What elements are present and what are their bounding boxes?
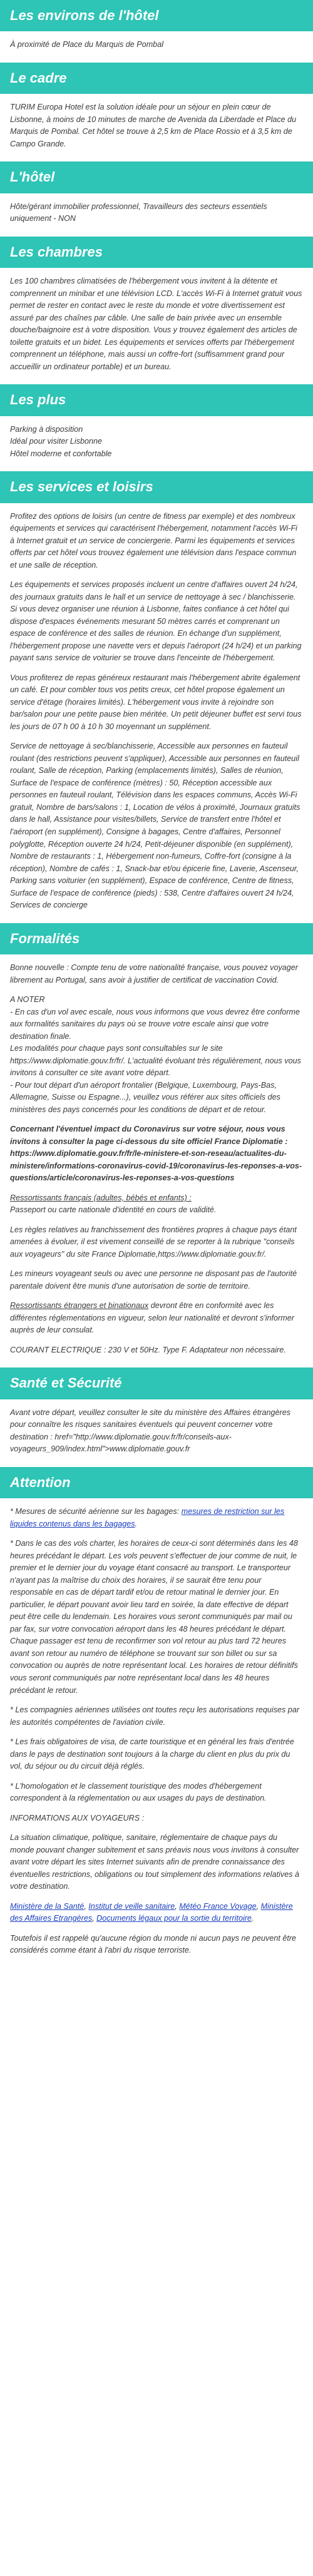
liquides-restriction-link[interactable]: mesures de restriction sur les liquides contenus dans les bagages — [10, 1507, 285, 1528]
section-services — [0, 503, 313, 923]
plus-item: Idéal pour visiter Lisbonne — [10, 437, 103, 446]
aeroport-frontalier-text: - Pour tout départ d'un aéroport frontalier (Belgique, Luxembourg, Pays-Bas, Allemagne, Suisse ou Espagne...), veuillez vous référer aux sites officiels des ministères des pays concernés pour les conditions de départ et de retour. — [10, 1080, 280, 1114]
ressortissants-francais — [10, 1192, 303, 1217]
section-title-environs: Les environs de l'hôtel — [0, 0, 313, 31]
courant-electrique: COURANT ELECTRIQUE : 230 V et 50Hz. Type F. Adaptateur non nécessaire. — [10, 1345, 286, 1354]
section-plus — [0, 416, 313, 472]
chambres-text: Les 100 chambres climatisées de l'hébergement vous invitent à la détente et comprennent un minibar et une télévision LCD. L'accès Wi-Fi à Internet gratuit vous permet de rester en contact avec le reste du monde et votre divertissement est assuré par des chaînes par câble. Une salle de bain privée avec un ensemble douche/baignoire est à votre disposition. Vous y trouvez également des articles de toilette gratuits et un bidet. Les équipements et services offerts par l'hébergement comprennent un téléphone, mais aussi un coffre-fort (suffisamment grand pour accueillir un ordinateur portable) et un bureau. — [10, 277, 302, 371]
services-paragraph: Les équipements et services proposés incluent un centre d'affaires ouvert 24 h/24, des journaux gratuits dans le hall et un service de nettoyage à sec / blanchisserie. Si vous devez organiser une réunion à Lisbonne, faites confiance à cet hôtel qui dispose d'espaces événements mesurant 50 mètres carrés et comprenant un espace de conférence et des salles de réunion. En échange d'un supplément, l'hébergement propose une navette vers et depuis l'aéroport (24 h/24) et un parking payant sans service de voiturier se trouve dans l'enceinte de l'hébergement. — [10, 580, 302, 663]
section-title-services: Les services et loisirs — [0, 471, 313, 503]
services-paragraph: Profitez des options de loisirs (un centre de fitness par exemple) et des nombreux équipements et services qui caractérisent l'hébergement, notamment l'accès Wi-Fi à Internet gratuit et un service de conciergerie. Parmi les équipements et services offerts par cet hôtel vous trouvez également une télévision dans l'espace commun et une salle de réception. — [10, 511, 297, 570]
formalites-intro: Bonne nouvelle : Compte tenu de votre nationalité française, vous pouvez voyager librement au Portugal, sans avoir à justifier de certificat de vaccination Covid. — [10, 963, 298, 984]
covid-notice: Concernant l'éventuel impact du Coronavirus sur votre séjour, nous vous invitons à consulter la page ci-dessous du site officiel France Diplomatie : https://www.diplomatie.gouv.fr/fr/le-ministere-et-son-reseau/actualites-du-ministere/informations-coronavirus-covid-19/coronavirus-les-reponses-a-vos-questions/article/coronavirus-les-reponses-a-vos-questions — [10, 1125, 302, 1183]
section-formalites — [0, 954, 313, 1367]
ressortissants-etrangers — [10, 1300, 303, 1337]
attention-liquides-prefix: * Mesures de sécurité aérienne sur les bagages: — [10, 1507, 182, 1516]
plus-list — [10, 424, 303, 461]
a-noter-text: - En cas d'un vol avec escale, nous vous informons que vous devrez être conforme aux formalités sanitaires du pays où se trouve votre escale ainsi que votre destination finale. — [10, 1007, 300, 1041]
formalites-note — [10, 994, 303, 1116]
attention-liquides — [10, 1506, 303, 1530]
section-title-attention: Attention — [0, 1467, 313, 1498]
cadre-text: TURIM Europa Hotel est la solution idéale pour un séjour en plein cœur de Lisbonne, à moins de 10 minutes de marche de Avenida da Liberdade et Place du Marquis de Pombal. Cet hôtel se trouve à 2,5 km de Place Rossio et à 3,5 km de Campo Grande. — [10, 103, 297, 148]
link-documents-legaux[interactable]: Documents légaux pour la sortie du territoire — [96, 1914, 252, 1923]
ressortissants-etrangers-text: devront être en conformité avec les différentes réglementations en vigueur, selon leur nationalité et devront s'informer auprès de leur consulat. — [10, 1301, 294, 1335]
attention-terrorisme: Toutefois il est rappelé qu'aucune région du monde ni aucun pays ne peuvent être considérés comme étant à l'abri du risque terroriste. — [10, 1933, 297, 1955]
link-meteo-france[interactable]: Météo France Voyage — [179, 1901, 257, 1911]
section-attention — [0, 1498, 313, 1968]
attention-homologation: * L'homologation et le classement touristique des modes d'hébergement correspondent à la réglementation ou aux usages du pays de destination. — [10, 1781, 267, 1803]
attention-liquides-suffix: . — [135, 1519, 138, 1528]
hotel-text: Hôte/gérant immobilier professionnel, Travailleurs des secteurs essentiels uniquement - NON — [10, 202, 267, 223]
link-ministere-sante[interactable]: Ministère de la Santé — [10, 1901, 85, 1911]
informations-voyageurs-title: INFORMATIONS AUX VOYAGEURS : — [10, 1813, 145, 1822]
section-title-sante: Santé et Sécurité — [0, 1367, 313, 1399]
informations-voyageurs-text: La situation climatique, politique, sanitaire, réglementaire de chaque pays du monde pouvant changer subitement et sans préavis nous vous invitons à consulter avant votre départ les sites Internet suivants afin de prendre connaissance des éventuelles restrictions, obligations ou tout simplement des informations relatives à votre destination. — [10, 1833, 300, 1891]
section-title-chambres: Les chambres — [0, 237, 313, 268]
section-cadre — [0, 94, 313, 161]
ressortissants-etrangers-title: Ressortissants étrangers et binationaux — [10, 1301, 149, 1311]
mineurs-text: Les mineurs voyageant seuls ou avec une personne ne disposant pas de l'autorité parentale doivent être munis d'une autorisation de sortie de territoire. — [10, 1269, 297, 1291]
link-veille-sanitaire[interactable]: Institut de veille sanitaire — [88, 1901, 175, 1911]
services-list: Service de nettoyage à sec/blanchisserie, Accessible aux personnes en fauteuil roulant (des restrictions peuvent s'appliquer), Accessible aux personnes en fauteuil roulant, Salle de réception, Parking (emplacements limités), Salles de réunion, Surface de l'espace de conférence (mètres) : 50, Réception accessible aux personnes en fauteuil roulant, Télévision dans les espaces communs, Accès Wi-Fi gratuit, Nombre de bars/salons : 1, Location de vélos à proximité, Journaux gratuits dans le hall, Assistance pour visites/billets, Service de transfert entre l'hôtel et l'aéroport (en supplément), Consigne à bagages, Centre d'affaires, Personnel polyglotte, Réception ouverte 24 h/24, Petit-déjeuner disponible (en supplément), Nombre de restaurants : 1, Hébergement non-fumeurs, Coffre-fort (consigne à la réception), Nombre de cafés : 1, Snack-bar et/ou épicerie fine, Laverie, Ascenseur, Parking sans voiturier (en supplément), Espace de conférence, Centre de fitness, Surface de l'espace de conférence (pieds) : 538, Centre d'affaires ouvert 24 h/24, Services de concierge — [10, 742, 300, 910]
services-paragraph: Vous profiterez de repas généreux restaurant mais l'hébergement abrite également un café. Et pour combler tous vos petits creux, cet hôtel propose également un service d'étage (horaires limités). L'hébergement vous invite à rejoindre son bar/salon pour une petite pause bien méritée. Un petit déjeuner buffet est servi tous les jours de 07 h 00 à 10 h 30 moyennant un supplément. — [10, 673, 302, 731]
regles-frontieres: Les règles relatives au franchissement des frontières propres à chaque pays étant amenées à évoluer, il est vivement conseillé de se reporter à la rubrique "conseils aux voyageurs" du site France Diplomatie,https://www.diplomatie.gouv.fr/. — [10, 1225, 297, 1259]
section-title-plus: Les plus — [0, 384, 313, 416]
attention-frais: * Les frais obligatoires de visa, de carte touristique et en général les frais d'entrée dans le pays de destination sont toujours à la charge du client en plus du prix du vol, du séjour ou du circuit déjà réglés. — [10, 1737, 294, 1771]
attention-charter: * Dans le cas des vols charter, les horaires de ceux-ci sont déterminés dans les 48 heures précédant le départ. Les vols peuvent s'effectuer de jour comme de nuit, le premier et le dernier jour du voyage étant consacré au transport. Le transporteur n'ayant pas la maîtrise du choix des horaires, il se saurait être tenu pour responsable en cas de départ tardif et/ou de retour matinal le dernier jour. En particulier, le départ pouvant avoir lieu tard en soirée, la date effective de départ peut être celle du lendemain. Les horaires vous seront communiqués par mail ou par fax, sur votre convocation aéroport dans les 48 heures précédant le départ. Chaque passager est tenu de reconfirmer son vol retour au plus tard 72 heures avant son retour au numéro de téléphone se trouvant sur son billet ou sur sa convocation ou auprès de notre représentant local. Les horaires de retour définitifs vous seront communiqués par notre représentant local dans les 48 heures précédant le retour. — [10, 1539, 298, 1695]
section-title-hotel: L'hôtel — [0, 161, 313, 193]
attention-compagnies: * Les compagnies aériennes utilisées ont toutes reçu les autorisations requises par les autorités compétentes de l'aviation civile. — [10, 1705, 300, 1727]
official-links: Ministère de la Santé, Institut de veille sanitaire, Météo France Voyage, Ministère des Affaires Etrangères, Documents légaux pour la sortie du territoire. — [10, 1901, 293, 1923]
sante-text: Avant votre départ, veuillez consulter le site du ministère des Affaires étrangères pour connaître les risques sanitaires éventuels qui peuvent concerner votre destination : href="http://www.diplomatie.gouv.fr/fr/conseils-aux-voyageurs_909/index.html">www.diplomatie.gouv.fr — [10, 1408, 291, 1454]
link-affaires-etrangeres[interactable]: Ministère des Affaires Etrangères — [10, 1901, 293, 1923]
plus-item: Parking à disposition — [10, 424, 83, 434]
section-sante — [0, 1399, 313, 1467]
section-title-formalites: Formalités — [0, 923, 313, 954]
ressortissants-francais-title: Ressortissants français (adultes, bébés et enfants) : — [10, 1193, 192, 1202]
modalites-text: Les modalités pour chaque pays sont consultables sur le site https://www.diplomatie.gouv.fr/fr/. L'actualité évoluant très régulièrement, nous vous invitons à consulter ce site avant votre départ. — [10, 1044, 301, 1078]
a-noter-title: A NOTER — [10, 995, 45, 1004]
section-hotel — [0, 193, 313, 237]
section-chambres — [0, 268, 313, 384]
section-environs — [0, 31, 313, 63]
plus-item: Hôtel moderne et confortable — [10, 449, 112, 458]
section-title-cadre: Le cadre — [0, 63, 313, 94]
ressortissants-francais-text: Passeport ou carte nationale d'identité en cours de validité. — [10, 1205, 217, 1215]
environs-text: À proximité de Place du Marquis de Pombal — [10, 40, 164, 49]
